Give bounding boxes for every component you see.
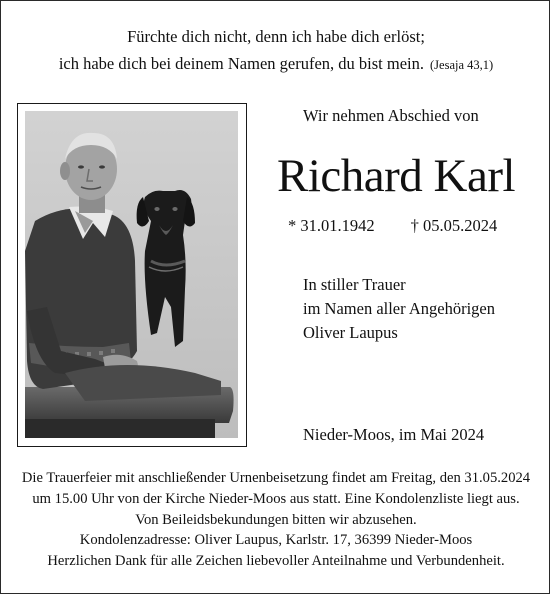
- death-date: † 05.05.2024: [410, 216, 498, 235]
- mourners-line: In stiller Trauer: [303, 275, 406, 294]
- mourners-line: im Namen aller Angehörigen: [303, 299, 495, 318]
- portrait-frame: [17, 103, 247, 447]
- portrait-illustration: [25, 111, 238, 438]
- bible-verse: [1, 23, 550, 79]
- verse-line-2-text: ich habe dich bei deinem Namen gerufen, du bist mein.: [58, 54, 424, 73]
- life-dates: [288, 214, 497, 238]
- verse-line-2: [1, 50, 550, 79]
- info-line: Von Beileidsbekundungen bitten wir abzusehen.: [135, 511, 417, 528]
- birth-date: * 31.01.1942: [288, 216, 375, 235]
- verse-line-1: Fürchte dich nicht, denn ich habe dich erlöst;: [127, 27, 425, 46]
- farewell-intro: Wir nehmen Abschied von: [303, 106, 479, 125]
- place-and-date: Nieder-Moos, im Mai 2024: [303, 425, 485, 444]
- verse-reference: (Jesaja 43,1): [430, 58, 494, 72]
- info-line: Die Trauerfeier mit anschließender Urnenbeisetzung findet am Freitag, den 31.05.2024: [21, 470, 531, 486]
- mourners-line: Oliver Laupus: [303, 323, 398, 342]
- info-line: um 15.00 Uhr von der Kirche Nieder-Moos aus statt. Eine Kondolenzliste liegt aus.: [32, 490, 520, 507]
- portrait-photo: [25, 111, 238, 438]
- mourners-block: [303, 273, 495, 345]
- info-line: Herzlichen Dank für alle Zeichen liebevoller Anteilnahme und Verbundenheit.: [47, 553, 505, 570]
- deceased-name: Richard Karl: [277, 150, 516, 202]
- info-line: Kondolenzadresse: Oliver Laupus, Karlstr. 17, 36399 Nieder-Moos: [79, 532, 473, 549]
- funeral-information: [1, 468, 550, 572]
